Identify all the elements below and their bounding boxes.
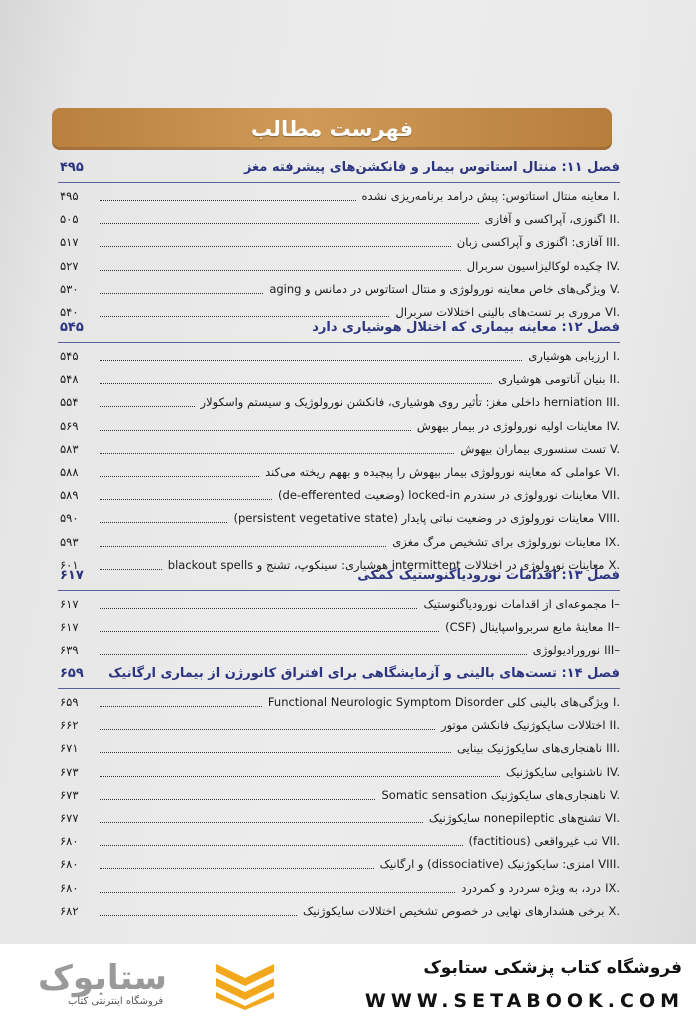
entry-title: نورورادیولوژی (532, 643, 601, 658)
entry-page-number: ۵۳۰ (60, 281, 79, 296)
entry-number: VII. (601, 488, 620, 503)
entry-number: I. (612, 189, 620, 203)
chapter-divider (58, 590, 620, 591)
entry-number: I– (610, 597, 620, 611)
dot-leader (100, 914, 297, 916)
entry-number: II– (607, 620, 620, 635)
entry-number: II. (609, 372, 620, 387)
watermark-footer (0, 944, 696, 1024)
entry-page-number: ۵۴۵ (60, 349, 79, 363)
entry-title: معاینات اولیه نورولوژی در بیمار بیهوش (416, 418, 603, 433)
entry-page-number: ۵۶۹ (60, 418, 79, 433)
entry-title: ناشنوایی سایکوژنیک (506, 764, 603, 779)
entry-title: معاینات نورولوژی در سندرم locked-in (وضعیت de-efferented) (278, 488, 598, 503)
dot-leader (100, 728, 435, 730)
toc-title: فهرست مطالب (250, 117, 414, 141)
chapter-heading (58, 318, 620, 340)
entry-page-number: ۶۳۹ (60, 643, 79, 658)
toc-entry (58, 854, 620, 874)
setabook-logo (28, 956, 278, 1014)
toc-entry (58, 532, 620, 552)
entry-page-number: ۵۱۷ (60, 235, 79, 250)
toc-entry (58, 715, 620, 735)
entry-title: معاینات نورولوژی در اختلالات intermittent هوشیاری: سینکوپ، تشنج و blackout spells (167, 557, 605, 572)
entry-title: معاینهٔ مایع سربرواسپاینال (CSF) (445, 620, 604, 635)
entry-title: تب غیرواقعی (factitious) (468, 834, 598, 849)
dot-leader (100, 545, 386, 547)
entry-number: V. (609, 441, 620, 456)
toc-entry (58, 508, 620, 528)
toc-entry (58, 878, 620, 898)
entry-page-number: ۵۴۸ (60, 372, 79, 387)
dot-leader (100, 751, 451, 753)
dot-leader (100, 245, 451, 247)
entry-page-number: ۴۹۵ (60, 189, 79, 203)
shop-url: WWW.SETABOOK.COM (364, 990, 684, 1012)
entry-page-number: ۵۸۹ (60, 488, 79, 503)
entry-title: چکیده لوکالیزاسیون سربرال (466, 258, 603, 273)
entry-number: II. (609, 212, 620, 227)
entry-number: X. (608, 557, 620, 572)
toc-entry (58, 738, 620, 758)
dot-leader (100, 798, 375, 800)
dot-leader (100, 821, 423, 823)
entry-number: III. (606, 741, 620, 756)
dot-leader (100, 269, 461, 271)
toc-entry (58, 485, 620, 505)
entry-number: IX. (605, 534, 620, 549)
entry-title: معاینات نورولوژی برای تشخیص مرگ مغزی (392, 534, 602, 549)
entry-page-number: ۵۲۷ (60, 258, 79, 273)
toc-entry (58, 256, 620, 276)
chapter-page-number: ۶۵۹ (60, 666, 84, 681)
entry-title: مجموعه‌ای از اقدامات نورودیاگنوستیک (423, 597, 607, 611)
entry-page-number: ۵۴۰ (60, 305, 79, 319)
chapter-page-number: ۶۱۷ (60, 568, 84, 583)
entry-title: اختلالات سایکوژنیک فانکشن موتور (441, 718, 606, 733)
dot-leader (100, 521, 227, 523)
toc-entry (58, 462, 620, 482)
chapter-title: فصل ۱۳: اقدامات نورودیاگنوستیک کمکی (357, 568, 620, 583)
dot-leader (100, 405, 195, 407)
toc-title-banner (52, 108, 612, 150)
toc-entry (58, 901, 620, 921)
entry-page-number: ۶۷۳ (60, 787, 79, 802)
toc-entry (58, 416, 620, 436)
dot-leader (100, 429, 411, 431)
chevron-stack-icon (210, 958, 280, 1010)
dot-leader (100, 607, 417, 609)
toc-entry (58, 640, 620, 660)
entry-number: VI. (605, 465, 620, 479)
entry-title: ناهنجاری‌های سایکوژنیک بینایی (456, 741, 603, 756)
entry-title: ویژگی‌های خاص معاینه نورولوژی و منتال استاتوس در دمانس و aging (269, 281, 606, 296)
entry-number: IV. (606, 764, 620, 779)
entry-page-number: ۵۸۳ (60, 441, 79, 456)
toc-entry (58, 594, 620, 614)
toc-entry (58, 209, 620, 229)
entry-title: ویژگی‌های بالینی کلی Functional Neurologic Symptom Disorder (267, 695, 609, 709)
entry-number: III. (606, 395, 620, 410)
entry-title: عواملی که معاینه نورولوژی بیمار بیهوش را پیچیده و بههم ریخته می‌کند (265, 465, 602, 479)
dot-leader (100, 498, 272, 500)
dot-leader (100, 452, 454, 454)
toc-entry (58, 617, 620, 637)
toc-entry (58, 346, 620, 366)
chapter-title: فصل ۱۴: تست‌های بالینی و آزمایشگاهی برای افتراق کانورژن از بیماری ارگانیک (108, 666, 620, 681)
entry-title: معاینات نورولوژی در وضعیت نباتی پایدار (persistent vegetative state) (233, 511, 595, 526)
logo-subtitle: فروشگاه اینترنتی کتاب (68, 996, 164, 1007)
dot-leader (100, 867, 374, 869)
dot-leader (100, 199, 356, 201)
entry-number: V. (609, 281, 620, 296)
dot-leader (100, 844, 463, 846)
entry-page-number: ۶۵۹ (60, 695, 79, 709)
chapter-heading (58, 158, 620, 180)
dot-leader (100, 359, 522, 361)
entry-title: بنیان آناتومی هوشیاری (498, 372, 606, 387)
dot-leader (100, 222, 479, 224)
entry-title: امنزی: سایکوژنیک (dissociative) و ارگانیک (379, 857, 595, 872)
entry-title: ناهنجاری‌های سایکوژنیک Somatic sensation (381, 787, 606, 802)
chapter-page-number: ۵۴۵ (60, 320, 84, 335)
entry-page-number: ۵۸۸ (60, 465, 79, 479)
toc-entry (58, 392, 620, 412)
shop-name: فروشگاه کتاب پزشکی ستابوک (423, 958, 682, 978)
dot-leader (100, 653, 527, 655)
entry-page-number: ۶۷۳ (60, 764, 79, 779)
entry-title: تشنج‌های nonepileptic سایکوژنیک (428, 811, 602, 825)
entry-number: VI. (605, 811, 620, 825)
entry-title: اگنوزی، آپراکسی و آفازی (484, 212, 606, 227)
entry-page-number: ۶۱۷ (60, 620, 79, 635)
entry-title: herniation داخلی مغز: تأثیر روی هوشیاری، فانکشن نورولوژیک و سیستم واسکولار (200, 395, 603, 410)
entry-page-number: ۶۸۰ (60, 857, 79, 872)
entry-number: III– (604, 643, 620, 658)
entry-page-number: ۵۵۴ (60, 395, 79, 410)
entry-number: IV. (606, 258, 620, 273)
entry-page-number: ۶۸۲ (60, 903, 79, 918)
chapter-title: فصل ۱۲: معاینه بیماری که اختلال هوشیاری دارد (312, 320, 620, 335)
toc-entry (58, 831, 620, 851)
entry-page-number: ۶۸۰ (60, 834, 79, 849)
entry-number: II. (609, 718, 620, 733)
entry-page-number: ۵۰۵ (60, 212, 79, 227)
dot-leader (100, 705, 262, 707)
chapter-heading (58, 566, 620, 588)
entry-number: VIII. (598, 511, 620, 526)
entry-page-number: ۶۷۷ (60, 811, 79, 825)
entry-page-number: ۵۹۰ (60, 511, 79, 526)
entry-number: VIII. (598, 857, 620, 872)
toc-entry (58, 369, 620, 389)
chapter-divider (58, 688, 620, 689)
dot-leader (100, 475, 259, 477)
toc-entry (58, 279, 620, 299)
entry-page-number: ۵۹۳ (60, 534, 79, 549)
toc-entry (58, 785, 620, 805)
toc-entry (58, 439, 620, 459)
entry-number: I. (612, 349, 620, 363)
entry-number: X. (608, 903, 620, 918)
entry-number: VII. (601, 834, 620, 849)
toc-entry (58, 762, 620, 782)
entry-number: I. (612, 695, 620, 709)
entry-title: برخی هشدارهای نهایی در خصوص تشخیص اختلالات سایکوژنیک (302, 903, 605, 918)
dot-leader (100, 775, 500, 777)
dot-leader (100, 315, 389, 317)
chapter-divider (58, 182, 620, 183)
toc-entry (58, 232, 620, 252)
entry-title: درد، به ویژه سردرد و کمردرد (461, 880, 602, 895)
entry-number: VI. (605, 305, 620, 319)
entry-page-number: ۶۸۰ (60, 880, 79, 895)
entry-title: ارزیابی هوشیاری (528, 349, 609, 363)
dot-leader (100, 382, 492, 384)
entry-page-number: ۶۰۱ (60, 557, 79, 572)
entry-number: IV. (606, 418, 620, 433)
chapter-title: فصل ۱۱: منتال استاتوس بیمار و فانکشن‌های پیشرفته مغز (243, 160, 620, 175)
entry-page-number: ۶۶۲ (60, 718, 79, 733)
chapter-heading (58, 664, 620, 686)
entry-number: III. (606, 235, 620, 250)
entry-page-number: ۶۷۱ (60, 741, 79, 756)
entry-title: آفازی: اگنوزی و آپراکسی زبان (456, 235, 603, 250)
entry-title: مروری بر تست‌های بالینی اختلالات سربرال (395, 305, 602, 319)
toc-entry (58, 692, 620, 712)
dot-leader (100, 630, 439, 632)
toc-entry (58, 808, 620, 828)
toc-entry (58, 186, 620, 206)
dot-leader (100, 891, 455, 893)
entry-title: معاینه منتال استاتوس: پیش درامد برنامه‌ریزی نشده (361, 189, 609, 203)
chapter-page-number: ۴۹۵ (60, 160, 84, 175)
entry-title: تست سنسوری بیماران بیهوش (460, 441, 606, 456)
dot-leader (100, 292, 263, 294)
entry-page-number: ۶۱۷ (60, 597, 79, 611)
entry-number: IX. (605, 880, 620, 895)
entry-number: V. (609, 787, 620, 802)
logo-wordmark: ستابوک (38, 958, 167, 998)
chapter-divider (58, 342, 620, 343)
